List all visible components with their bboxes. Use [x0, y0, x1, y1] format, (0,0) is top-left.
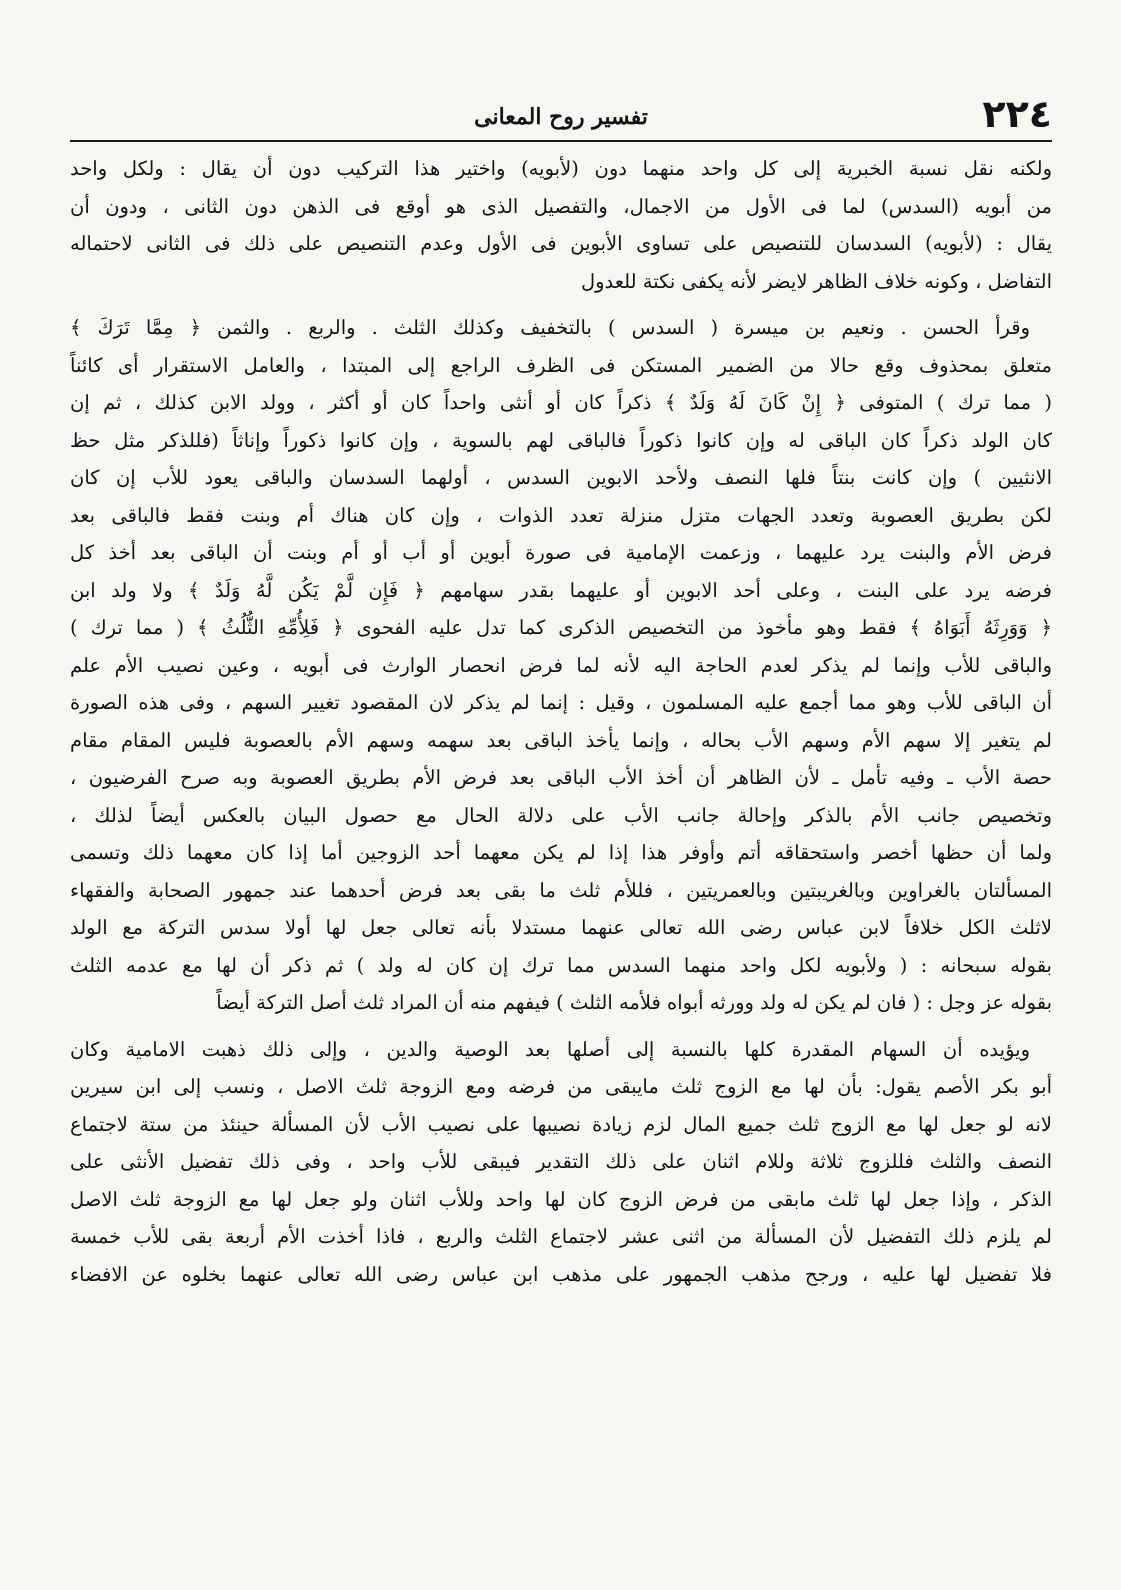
page-header: [70, 90, 1052, 142]
text-line: بقوله عز وجل : ( فان لم يكن له ولد وورثه أبواه فلأمه الثلث ) فيفهم منه أن المراد ثلث أصل التركة أيضاً: [216, 991, 1052, 1014]
text-line: ولكنه نقل نسبة الخبرية إلى كل واحد منهما دون (لأبويه) واختير هذا التركيب دون أن يقال : ولكل واحد: [70, 157, 1052, 180]
text-line: متعلق بمحذوف وقع حالا من الضمير المستكن فى الظرف الراجع إلى المبتدا ، والعامل الاستقرار أى كائناً: [70, 353, 1052, 377]
text-line: ويؤيده أن السهام المقدرة كلها بالنسبة إلى أصلها بعد الوصية والدين ، وإلى ذلك ذهبت الامامية وكان: [70, 1037, 1030, 1061]
text-line: بقوله سبحانه : ( ولأبويه لكل واحد منهما السدس مما ترك إن كان له ولد ) ثم ذكر أن لها مع عدمه الثلث: [70, 953, 1052, 977]
paragraph-3: [70, 1031, 1052, 1294]
page-number: ٢٢٤: [982, 92, 1052, 136]
text-line: ﴿ وَوَرِثَهُ أَبَوَاهُ ﴾ فقط وهو مأخوذ من التخصيص الذكرى كما تدل عليه الفحوى ﴿ فَلِأُمِّهِ الثُّلُثُ ﴾ ( مما ترك ): [70, 616, 1052, 639]
text-line: لاثلث الكل خلافاً لابن عباس رضى الله تعالى عنهما مستدلا بأنه تعالى جعل لها أولا سدس التركة مع الولد: [70, 916, 1052, 939]
text-line: الانثيين ) وإن كانت بنتاً فلها النصف ولأحد الابوين السدس ، أولهما السدسان والباقى يعود للأب إن كان: [70, 466, 1052, 489]
text-line: لم يلزم ذلك التفضيل لأن المسألة من اثنى عشر لاجتماع الثلث والربع ، فاذا أخذت الأم أربعة بقى للأب خمسة: [70, 1225, 1052, 1248]
text-line: فرض الأم والبنت يرد عليهما ، وزعمت الإمامية فى صورة أبوين أو أب أو أم وبنت أن الباقى بعد أخذ كل: [70, 541, 1052, 564]
book-page: [70, 90, 1052, 1550]
page-body: [70, 150, 1052, 1293]
text-line: والباقى للأب وإنما لم يذكر لعدم الحاجة اليه لأنه لما فرض انحصار الوارث فى أبويه ، وعين نصيب الأم علم: [70, 653, 1052, 677]
text-line: أبو بكر الأصم يقول: بأن لها مع الزوج ثلث مايبقى من فرضه ومع الزوجة ثلث الاصل ، ونسب إلى ابن سيرين: [70, 1075, 1052, 1098]
text-line: حصة الأب ـ وفيه تأمل ـ لأن الظاهر أن أخذ الأب الباقى بعد فرض الأم بطريق العصوبة وبه صرح الفرضيون ،: [70, 766, 1052, 789]
text-line: فلا تفضيل لها عليه ، ورجح مذهب الجمهور على مذهب ابن عباس رضى الله تعالى عنهما بخلوه عن الافضاء: [70, 1262, 1052, 1286]
text-line: لانه لو جعل لها مع الزوج ثلث جميع المال لزم زيادة نصيبها على نصيب الأب لأن المسألة حينئذ من ستة لاجتماع: [70, 1112, 1052, 1136]
text-line: المسألتان بالغراوين وبالغريبتين وبالعمريتين ، فللأم ثلث ما بقى بعد فرض أحدهما عند جمهور الصحابة والفقهاء: [70, 878, 1052, 902]
text-line: يقال : (لأبويه) السدسان للتنصيص على تساوى الأبوين فى الأول وعدم التنصيص على ذلك فى الثانى لاحتماله: [70, 232, 1052, 255]
text-line: الذكر ، وإذا جعل لها ثلث مابقى من فرض الزوج كان لها واحد وللأب اثنان ولو جعل لها مع الزوجة ثلث الاصل: [70, 1187, 1052, 1211]
text-line: لم يتغير إلا سهم الأم وسهم الأب بحاله ، وإنما يأخذ الباقى بعد سهمه وسهم الأم بالعصوبة فليس المقام مقام: [70, 728, 1052, 752]
text-line: أن الباقى للأب وهو مما أجمع عليه المسلمون ، وقيل : إنما لم يذكر لان المقصود تغيير السهم ، وفى هذه الصورة: [70, 691, 1052, 714]
text-line: وتخصيص جانب الأم بالذكر وإحالة جانب الأب على دلالة الحال مع حصول البيان بالعكس أيضاً لذلك ،: [70, 803, 1052, 827]
text-line: ( مما ترك ) المتوفى ﴿ إِنْ كَانَ لَهُ وَلَدٌ ﴾ ذكراً كان أو أنثى واحداً كان أو أكثر ، وولد الابن كذلك ، ثم إن: [70, 391, 1052, 414]
text-line: لكن بطريق العصوبة وتعدد الجهات متزل منزلة تعدد الذوات ، وإن كان هناك أم وبنت فقط فالباقى بعد: [70, 503, 1052, 527]
running-title: تفسير روح المعانى: [474, 104, 648, 130]
text-line: التفاضل ، وكونه خلاف الظاهر لايضر لأنه يكفى نكتة للعدول: [580, 269, 1052, 293]
text-line: وقرأ الحسن . ونعيم بن ميسرة ( السدس ) بالتخفيف وكذلك الثلث . والربع . والثمن ﴿ مِمَّا تَرَكَ ﴾: [70, 316, 1030, 339]
text-line: ولما أن حظها أخصر واستحقاقه أتم وأوفر هذا إذا لم يكن معهما أحد الزوجين أما إذا كان معهما ذلك وتسمى: [70, 841, 1052, 864]
text-line: النصف والثلث فللزوج ثلاثة وللام اثنان على ذلك التقدير فيبقى للأب واحد ، وفى ذلك تفضيل الأنثى على: [70, 1150, 1052, 1173]
text-line: فرضه يرد على البنت ، وعلى أحد الابوين أو عليهما بقدر سهامهم ﴿ فَإِن لَّمْ يَكُن لَّهُ وَلَدٌ ﴾ ولا ولد ابن: [70, 578, 1052, 602]
paragraph-2: [70, 309, 1052, 1022]
text-line: من أبويه (السدس) لما فى الأول من الاجمال، والتفصيل الذى هو أوقع فى الذهن دون الثانى ، ودون أن: [70, 194, 1052, 218]
paragraph-1: [70, 150, 1052, 300]
text-line: كان الولد ذكراً كان الباقى له وإن كانوا ذكوراً فالباقى لهم بالسوية ، وإن كانوا ذكوراً وإناثاً (فللذكر مثل حظ: [70, 428, 1052, 452]
